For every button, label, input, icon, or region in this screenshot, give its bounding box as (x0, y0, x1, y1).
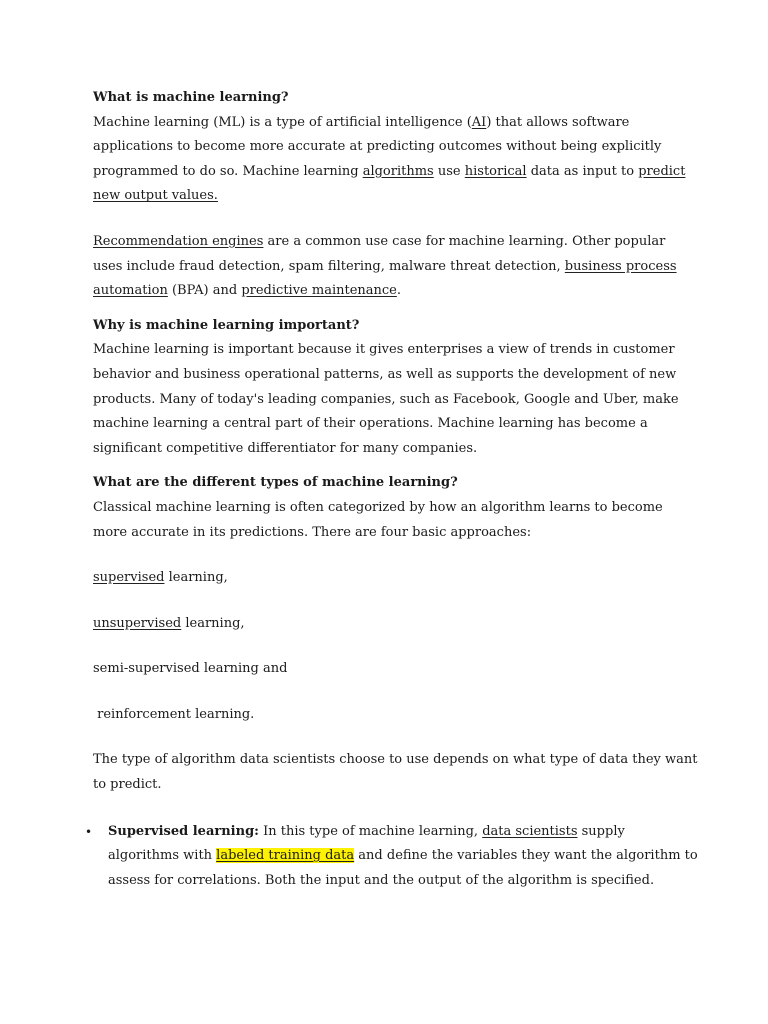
link-labeled-training-data[interactable]: labeled training data (216, 848, 355, 864)
bullet-title: Supervised learning: (108, 823, 259, 839)
paragraph-ml-uses (93, 230, 698, 304)
type-semi-supervised: semi-supervised learning and (93, 661, 288, 677)
text: . (396, 283, 402, 299)
text: use (433, 163, 465, 179)
text: are a common use case for machine learning. Other popular uses include fraud detection, spam filtering, malware threat detection, (93, 233, 666, 274)
type-supervised (93, 566, 698, 591)
link-unsupervised[interactable]: unsupervised (93, 615, 182, 631)
text: Machine learning (ML) is a type of artificial intelligence ( (93, 114, 472, 130)
link-recommendation-engines[interactable]: Recommendation engines (93, 233, 264, 249)
text: (BPA) and (167, 283, 242, 299)
link-business-process-automation[interactable]: business process automation (93, 258, 677, 299)
link-predict-new-output-values[interactable]: predict new output values. (93, 163, 686, 204)
heading-what-is-ml: What is machine learning? (93, 90, 289, 105)
text: and define the variables they want the algorithm to assess for correlations. Both the input and the output of the algorithm is specified. (108, 848, 698, 888)
heading-why-ml-important: Why is machine learning important? (93, 317, 360, 333)
type-unsupervised (93, 612, 698, 637)
heading-types-of-ml: What are the different types of machine learning? (93, 475, 458, 491)
text: learning, (181, 615, 245, 631)
link-historical[interactable]: historical (464, 163, 527, 179)
text: data as input to (526, 163, 639, 179)
text: ) that allows software applications to become more accurate at predicting outcomes without being explicitly programmed to do so. Machine learning (93, 114, 662, 179)
bullet-supervised-learning (85, 820, 698, 894)
link-algorithms[interactable]: algorithms (362, 163, 434, 179)
paragraph-ml-definition (93, 111, 698, 209)
text: In this type of machine learning, (258, 823, 483, 839)
type-reinforcement: reinforcement learning. (93, 706, 255, 722)
link-data-scientists[interactable]: data scientists (482, 823, 578, 839)
link-ai[interactable]: AI (471, 114, 487, 130)
paragraph-algorithm-choice: The type of algorithm data scientists choose to use depends on what type of data they want to predict. (93, 752, 698, 793)
bullet-text (108, 820, 698, 894)
paragraph-ml-importance: Machine learning is important because it gives enterprises a view of trends in customer behavior and business operational patterns, as well as supports the development of new products. Many of today's leading companies, such as Facebook, Google and Uber, make machine learning a central part of their operations. Machine learning has become a significant competitive differentiator for many companies. (93, 342, 679, 456)
text: learning, (164, 570, 228, 586)
bullet-marker: • (85, 824, 93, 839)
link-supervised[interactable]: supervised (93, 570, 165, 586)
text: supply algorithms with (108, 823, 625, 864)
paragraph-ml-categories: Classical machine learning is often categorized by how an algorithm learns to become more accurate in its predictions. There are four basic approaches: (93, 499, 663, 540)
link-predictive-maintenance[interactable]: predictive maintenance (241, 283, 397, 299)
